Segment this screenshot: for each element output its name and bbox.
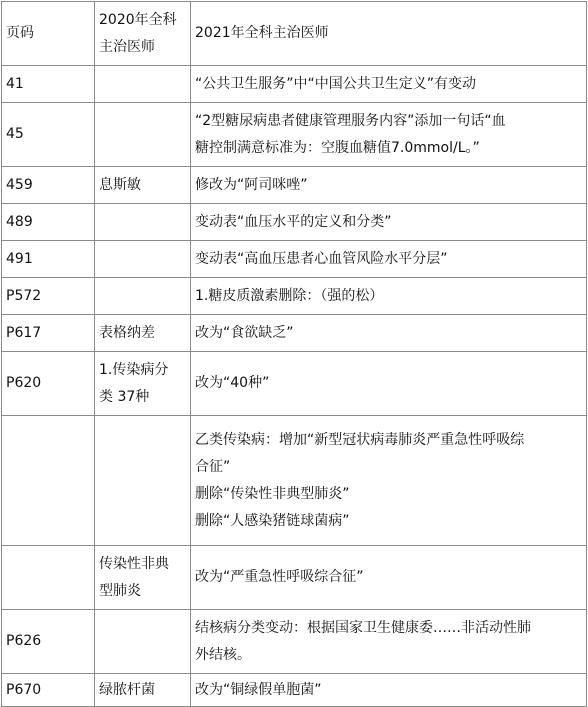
cell-2020: [95, 278, 191, 315]
cell-2021: [191, 315, 587, 352]
header-2020-line: 主治医师: [99, 38, 155, 55]
cell-2020: [95, 103, 191, 167]
old-text-line: 1.传染病分: [99, 361, 169, 378]
page-number: 45: [6, 126, 24, 142]
page-number: P670: [6, 681, 42, 698]
old-text-line: 传染性非典: [99, 555, 169, 572]
cell-2021: [191, 167, 587, 204]
cell-2021: [191, 103, 587, 167]
table-row: [2, 167, 587, 204]
page-number: 491: [6, 250, 33, 267]
table-row: [2, 416, 587, 546]
cell-page: [2, 674, 95, 707]
new-text-line: 删除“传染性非典型肺炎”: [195, 485, 350, 502]
cell-page: [2, 103, 95, 167]
table-row: [2, 241, 587, 278]
header-page-text: 页码: [6, 25, 34, 41]
cell-2020: [95, 315, 191, 352]
header-page: [2, 2, 95, 66]
new-text-line: “2型糖尿病患者健康管理服务内容”添加一句话“血: [195, 112, 506, 129]
cell-2021: [191, 546, 587, 610]
table-row: [2, 315, 587, 352]
old-text-line: 表格纳差: [99, 324, 155, 341]
table-row: [2, 66, 587, 103]
cell-2021: [191, 278, 587, 315]
cell-page: [2, 416, 95, 546]
old-text-line: 息斯敏: [99, 176, 141, 193]
new-text-line: 改为“40种”: [195, 375, 270, 391]
cell-2020: [95, 416, 191, 546]
new-text-line: 乙类传染病：增加“新型冠状病毒肺炎严重急性呼吸综: [195, 431, 525, 448]
page-number: P620: [6, 375, 42, 391]
new-text-line: “公共卫生服务”中“中国公共卫生定义”有变动: [195, 75, 477, 92]
cell-2021: [191, 674, 587, 707]
cell-2020: [95, 546, 191, 610]
table-row: [2, 103, 587, 167]
cell-page: [2, 352, 95, 416]
cell-page: [2, 241, 95, 278]
table-row: [2, 204, 587, 241]
cell-page: [2, 278, 95, 315]
table-row: [2, 674, 587, 707]
old-text-line: 绿脓杆菌: [99, 681, 155, 698]
page-number: P617: [6, 324, 42, 341]
new-text-line: 糖控制满意标准为：空腹血糖值7.0mmol/L。”: [195, 139, 480, 156]
header-2021-text: 2021年全科主治医师: [195, 25, 329, 41]
table-row: [2, 610, 587, 674]
new-text-line: 1.糖皮质激素删除：（强的松）: [195, 287, 384, 304]
cell-2020: [95, 241, 191, 278]
new-text-line: 外结核。: [195, 646, 251, 663]
old-text-line: 型肺炎: [99, 582, 141, 599]
cell-2020: [95, 204, 191, 241]
cell-2021: [191, 204, 587, 241]
table-row: [2, 546, 587, 610]
new-text-line: 合征”: [195, 458, 231, 475]
new-text-line: 改为“铜绿假单胞菌”: [195, 681, 322, 698]
cell-2021: [191, 352, 587, 416]
header-row: [2, 2, 587, 66]
header-2020-line: 2020年全科: [99, 11, 177, 28]
cell-2020: [95, 352, 191, 416]
cell-page: [2, 167, 95, 204]
cell-page: [2, 610, 95, 674]
table-row: [2, 278, 587, 315]
syllabus-change-table: [1, 1, 587, 707]
page-number: 459: [6, 176, 33, 193]
page-number: 41: [6, 75, 24, 92]
table-row: [2, 352, 587, 416]
new-text-line: 修改为“阿司咪唑”: [195, 176, 308, 193]
cell-2021: [191, 416, 587, 546]
page-number: 489: [6, 213, 33, 230]
new-text-line: 结核病分类变动：根据国家卫生健康委……非活动性肺: [195, 619, 531, 636]
page-number: P572: [6, 287, 42, 304]
cell-2020: [95, 674, 191, 707]
cell-2021: [191, 66, 587, 103]
header-2021: [191, 2, 587, 66]
cell-2021: [191, 241, 587, 278]
cell-page: [2, 546, 95, 610]
old-text-line: 类 37种: [99, 388, 150, 405]
page-number: P626: [6, 633, 42, 649]
cell-page: [2, 66, 95, 103]
new-text-line: 改为“食欲缺乏”: [195, 324, 294, 341]
cell-2020: [95, 66, 191, 103]
cell-page: [2, 204, 95, 241]
table-body: [2, 2, 587, 707]
new-text-line: 删除“人感染猪链球菌病”: [195, 512, 350, 529]
cell-2021: [191, 610, 587, 674]
cell-page: [2, 315, 95, 352]
new-text-line: 变动表“高血压患者心血管风险水平分层”: [195, 250, 448, 267]
cell-2020: [95, 167, 191, 204]
new-text-line: 改为“严重急性呼吸综合征”: [195, 569, 364, 585]
header-2020: [95, 2, 191, 66]
cell-2020: [95, 610, 191, 674]
new-text-line: 变动表“血压水平的定义和分类”: [195, 213, 392, 230]
